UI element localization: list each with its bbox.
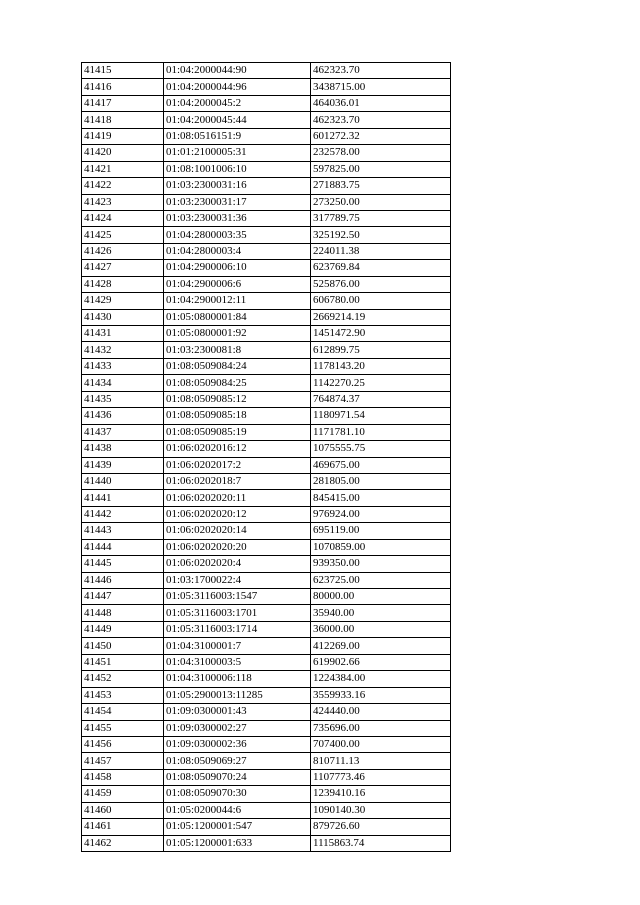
row-number-cell: 41455 (82, 720, 164, 736)
amount-cell: 623769.84 (311, 260, 451, 276)
cadastral-number-cell: 01:06:0202020:12 (164, 506, 311, 522)
cadastral-number-cell: 01:08:1001006:10 (164, 161, 311, 177)
row-number-cell: 41444 (82, 539, 164, 555)
row-number-cell: 41454 (82, 704, 164, 720)
row-number-cell: 41428 (82, 276, 164, 292)
data-table (81, 62, 451, 852)
table-row (82, 178, 451, 194)
table-row (82, 704, 451, 720)
cadastral-number-cell: 01:04:2800003:35 (164, 227, 311, 243)
amount-cell: 1070859.00 (311, 539, 451, 555)
table-row (82, 605, 451, 621)
table-row (82, 375, 451, 391)
table-row (82, 424, 451, 440)
row-number-cell: 41452 (82, 671, 164, 687)
row-number-cell: 41419 (82, 128, 164, 144)
cadastral-number-cell: 01:08:0509085:19 (164, 424, 311, 440)
table-row (82, 79, 451, 95)
cadastral-number-cell: 01:04:2900006:6 (164, 276, 311, 292)
cadastral-number-cell: 01:04:3100001:7 (164, 638, 311, 654)
amount-cell: 597825.00 (311, 161, 451, 177)
amount-cell: 707400.00 (311, 736, 451, 752)
row-number-cell: 41416 (82, 79, 164, 95)
cadastral-number-cell: 01:06:0202016:12 (164, 441, 311, 457)
table-row (82, 802, 451, 818)
cadastral-number-cell: 01:04:2900012:11 (164, 293, 311, 309)
table-row (82, 506, 451, 522)
amount-cell: 1239410.16 (311, 786, 451, 802)
row-number-cell: 41425 (82, 227, 164, 243)
amount-cell: 606780.00 (311, 293, 451, 309)
cadastral-number-cell: 01:06:0202020:20 (164, 539, 311, 555)
amount-cell: 764874.37 (311, 391, 451, 407)
cadastral-number-cell: 01:09:0300002:27 (164, 720, 311, 736)
amount-cell: 80000.00 (311, 589, 451, 605)
row-number-cell: 41432 (82, 342, 164, 358)
table-row (82, 753, 451, 769)
row-number-cell: 41423 (82, 194, 164, 210)
amount-cell: 1115863.74 (311, 835, 451, 851)
cadastral-number-cell: 01:05:3116003:1701 (164, 605, 311, 621)
row-number-cell: 41436 (82, 408, 164, 424)
cadastral-number-cell: 01:03:2300031:36 (164, 210, 311, 226)
cadastral-number-cell: 01:08:0509070:24 (164, 769, 311, 785)
cadastral-number-cell: 01:05:0800001:92 (164, 326, 311, 342)
cadastral-number-cell: 01:04:2000045:44 (164, 112, 311, 128)
cadastral-number-cell: 01:04:2000044:96 (164, 79, 311, 95)
row-number-cell: 41438 (82, 441, 164, 457)
row-number-cell: 41445 (82, 556, 164, 572)
row-number-cell: 41456 (82, 736, 164, 752)
amount-cell: 412269.00 (311, 638, 451, 654)
table-row (82, 309, 451, 325)
cadastral-number-cell: 01:06:0202020:14 (164, 523, 311, 539)
cadastral-number-cell: 01:04:2900006:10 (164, 260, 311, 276)
amount-cell: 623725.00 (311, 572, 451, 588)
amount-cell: 317789.75 (311, 210, 451, 226)
cadastral-number-cell: 01:09:0300002:36 (164, 736, 311, 752)
amount-cell: 224011.38 (311, 243, 451, 259)
cadastral-number-cell: 01:05:3116003:1714 (164, 621, 311, 637)
cadastral-number-cell: 01:08:0509085:18 (164, 408, 311, 424)
cadastral-number-cell: 01:04:3100006:118 (164, 671, 311, 687)
amount-cell: 281805.00 (311, 473, 451, 489)
table-row (82, 556, 451, 572)
table-row (82, 523, 451, 539)
cadastral-number-cell: 01:04:3100003:5 (164, 654, 311, 670)
table-row (82, 210, 451, 226)
cadastral-number-cell: 01:09:0300001:43 (164, 704, 311, 720)
table-row (82, 112, 451, 128)
table-row (82, 687, 451, 703)
cadastral-number-cell: 01:03:2300081:8 (164, 342, 311, 358)
table-row (82, 769, 451, 785)
table-row (82, 835, 451, 851)
table-row (82, 194, 451, 210)
table-row (82, 736, 451, 752)
amount-cell: 3559933.16 (311, 687, 451, 703)
row-number-cell: 41459 (82, 786, 164, 802)
cadastral-number-cell: 01:06:0202018:7 (164, 473, 311, 489)
amount-cell: 36000.00 (311, 621, 451, 637)
amount-cell: 845415.00 (311, 490, 451, 506)
row-number-cell: 41462 (82, 835, 164, 851)
amount-cell: 464036.01 (311, 95, 451, 111)
row-number-cell: 41427 (82, 260, 164, 276)
cadastral-number-cell: 01:05:1200001:633 (164, 835, 311, 851)
cadastral-number-cell: 01:05:3116003:1547 (164, 589, 311, 605)
amount-cell: 525876.00 (311, 276, 451, 292)
amount-cell: 35940.00 (311, 605, 451, 621)
row-number-cell: 41433 (82, 358, 164, 374)
table-row (82, 227, 451, 243)
cadastral-number-cell: 01:04:2000044:90 (164, 63, 311, 79)
table-row (82, 408, 451, 424)
amount-cell: 1107773.46 (311, 769, 451, 785)
row-number-cell: 41442 (82, 506, 164, 522)
amount-cell: 1142270.25 (311, 375, 451, 391)
row-number-cell: 41453 (82, 687, 164, 703)
amount-cell: 3438715.00 (311, 79, 451, 95)
table-row (82, 145, 451, 161)
cadastral-number-cell: 01:05:0800001:84 (164, 309, 311, 325)
amount-cell: 271883.75 (311, 178, 451, 194)
amount-cell: 1178143.20 (311, 358, 451, 374)
row-number-cell: 41458 (82, 769, 164, 785)
table-row (82, 260, 451, 276)
amount-cell: 810711.13 (311, 753, 451, 769)
amount-cell: 939350.00 (311, 556, 451, 572)
cadastral-number-cell: 01:08:0509069:27 (164, 753, 311, 769)
amount-cell: 1224384.00 (311, 671, 451, 687)
table-row (82, 572, 451, 588)
cadastral-number-cell: 01:08:0509085:12 (164, 391, 311, 407)
amount-cell: 1090140.30 (311, 802, 451, 818)
row-number-cell: 41421 (82, 161, 164, 177)
amount-cell: 469675.00 (311, 457, 451, 473)
row-number-cell: 41450 (82, 638, 164, 654)
table-row (82, 819, 451, 835)
row-number-cell: 41420 (82, 145, 164, 161)
row-number-cell: 41422 (82, 178, 164, 194)
table-row (82, 358, 451, 374)
amount-cell: 462323.70 (311, 112, 451, 128)
table-row (82, 589, 451, 605)
cadastral-number-cell: 01:05:0200044:6 (164, 802, 311, 818)
amount-cell: 232578.00 (311, 145, 451, 161)
row-number-cell: 41441 (82, 490, 164, 506)
table-row (82, 441, 451, 457)
amount-cell: 976924.00 (311, 506, 451, 522)
row-number-cell: 41431 (82, 326, 164, 342)
cadastral-number-cell: 01:08:0516151:9 (164, 128, 311, 144)
table-row (82, 473, 451, 489)
table-row (82, 128, 451, 144)
row-number-cell: 41429 (82, 293, 164, 309)
table-row (82, 326, 451, 342)
row-number-cell: 41446 (82, 572, 164, 588)
cadastral-number-cell: 01:05:2900013:11285 (164, 687, 311, 703)
amount-cell: 1180971.54 (311, 408, 451, 424)
row-number-cell: 41447 (82, 589, 164, 605)
table-row (82, 391, 451, 407)
table-row (82, 293, 451, 309)
table-row (82, 654, 451, 670)
table-row (82, 243, 451, 259)
table-row (82, 671, 451, 687)
cadastral-number-cell: 01:03:1700022:4 (164, 572, 311, 588)
row-number-cell: 41415 (82, 63, 164, 79)
row-number-cell: 41434 (82, 375, 164, 391)
table-row (82, 95, 451, 111)
row-number-cell: 41460 (82, 802, 164, 818)
amount-cell: 325192.50 (311, 227, 451, 243)
row-number-cell: 41435 (82, 391, 164, 407)
amount-cell: 1171781.10 (311, 424, 451, 440)
amount-cell: 612899.75 (311, 342, 451, 358)
row-number-cell: 41424 (82, 210, 164, 226)
row-number-cell: 41417 (82, 95, 164, 111)
amount-cell: 601272.32 (311, 128, 451, 144)
cadastral-number-cell: 01:05:1200001:547 (164, 819, 311, 835)
row-number-cell: 41443 (82, 523, 164, 539)
amount-cell: 1451472.90 (311, 326, 451, 342)
cadastral-number-cell: 01:01:2100005:31 (164, 145, 311, 161)
table-row (82, 342, 451, 358)
row-number-cell: 41437 (82, 424, 164, 440)
cadastral-number-cell: 01:06:0202020:4 (164, 556, 311, 572)
table-row (82, 621, 451, 637)
table-row (82, 786, 451, 802)
row-number-cell: 41451 (82, 654, 164, 670)
row-number-cell: 41448 (82, 605, 164, 621)
amount-cell: 273250.00 (311, 194, 451, 210)
cadastral-number-cell: 01:04:2000045:2 (164, 95, 311, 111)
amount-cell: 695119.00 (311, 523, 451, 539)
row-number-cell: 41449 (82, 621, 164, 637)
cadastral-number-cell: 01:06:0202020:11 (164, 490, 311, 506)
amount-cell: 2669214.19 (311, 309, 451, 325)
amount-cell: 1075555.75 (311, 441, 451, 457)
row-number-cell: 41418 (82, 112, 164, 128)
cadastral-number-cell: 01:03:2300031:17 (164, 194, 311, 210)
amount-cell: 735696.00 (311, 720, 451, 736)
cadastral-number-cell: 01:04:2800003:4 (164, 243, 311, 259)
cadastral-number-cell: 01:08:0509084:25 (164, 375, 311, 391)
amount-cell: 424440.00 (311, 704, 451, 720)
cadastral-number-cell: 01:06:0202017:2 (164, 457, 311, 473)
row-number-cell: 41461 (82, 819, 164, 835)
table-row (82, 161, 451, 177)
row-number-cell: 41430 (82, 309, 164, 325)
row-number-cell: 41439 (82, 457, 164, 473)
cadastral-number-cell: 01:03:2300031:16 (164, 178, 311, 194)
row-number-cell: 41457 (82, 753, 164, 769)
table-row (82, 539, 451, 555)
table-body (82, 63, 451, 852)
cadastral-number-cell: 01:08:0509070:30 (164, 786, 311, 802)
cadastral-number-cell: 01:08:0509084:24 (164, 358, 311, 374)
amount-cell: 619902.66 (311, 654, 451, 670)
row-number-cell: 41440 (82, 473, 164, 489)
row-number-cell: 41426 (82, 243, 164, 259)
table-row (82, 490, 451, 506)
table-row (82, 63, 451, 79)
table-row (82, 457, 451, 473)
table-row (82, 638, 451, 654)
amount-cell: 879726.60 (311, 819, 451, 835)
amount-cell: 462323.70 (311, 63, 451, 79)
table-row (82, 276, 451, 292)
table-row (82, 720, 451, 736)
